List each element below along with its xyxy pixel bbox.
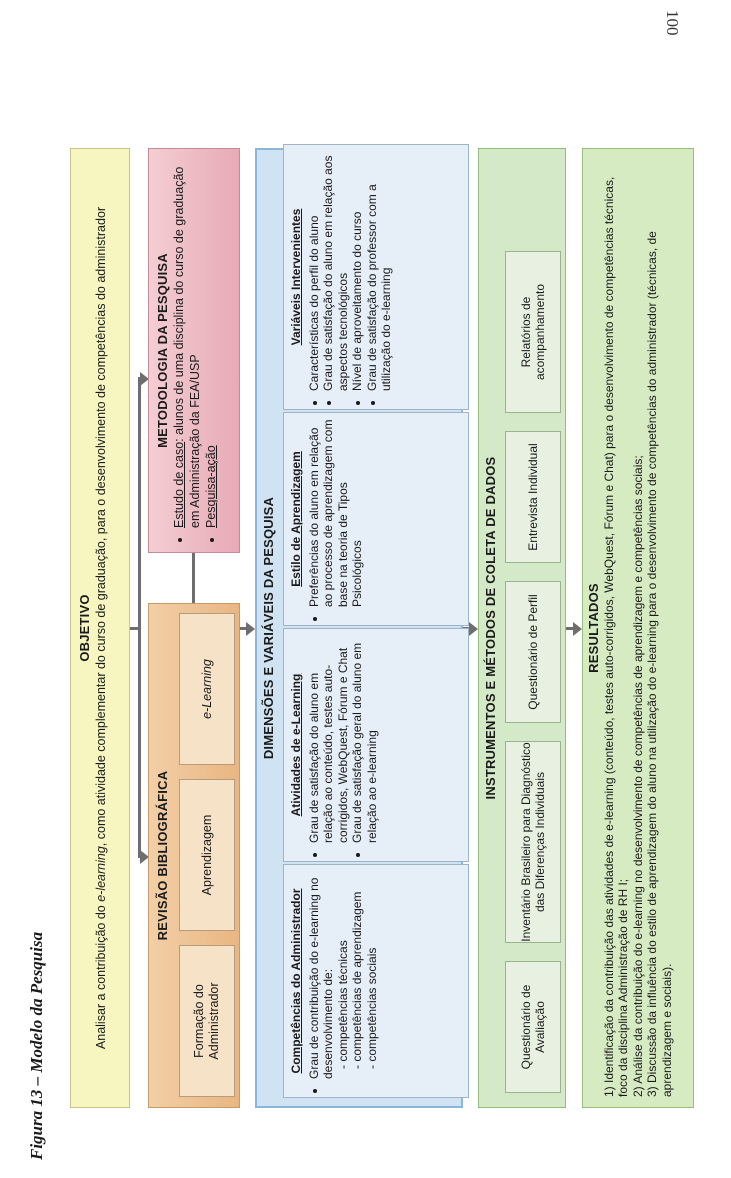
connector-line: [138, 378, 141, 858]
objetivo-title: OBJETIVO: [77, 594, 92, 662]
instrument-item: Inventário Brasileiro para Diagnóstico das Diferenças Individuais: [505, 741, 561, 943]
dimension-column: [283, 628, 469, 862]
metodologia-item: • Pesquisa-ação: [203, 161, 219, 528]
dimension-subitem: - competências técnicas: [335, 940, 350, 1069]
arrow-icon: [246, 622, 255, 636]
revisao-box: [148, 603, 240, 1108]
dimension-column: [283, 864, 469, 1098]
instrumentos-title: INSTRUMENTOS E MÉTODOS DE COLETA DE DADOS: [483, 456, 498, 800]
revisao-item: Aprendizagem: [179, 779, 235, 931]
figure-caption: Figura 13 – Modelo da Pesquisa: [27, 931, 46, 1160]
revisao-item: Formação do Administrador: [179, 945, 235, 1097]
metodologia-title: METODOLOGIA DA PESQUISA: [155, 253, 170, 448]
dimension-title: Estilo de Aprendizagem: [289, 451, 303, 587]
dimensoes-box: [255, 148, 463, 1108]
instrument-item: Relatórios de acompanhamento: [505, 251, 561, 413]
revisao-title: REVISÃO BIBLIOGRÁFICA: [155, 770, 170, 941]
objetivo-text: Analisar a contribuição do e-learning, como atividade complementar do curso de graduação, para o desenvolvimento de competências do administrador: [94, 206, 108, 1050]
objetivo-box: [70, 148, 130, 1108]
metodologia-item: • Estudo de caso: alunos de uma disciplina do curso de graduação em Administração da FEA/USP: [171, 161, 203, 528]
dimension-title: Variáveis Intervenientes: [289, 208, 303, 346]
dimension-bullet: • Grau de satisfação do aluno em relação ao conteúdo, testes auto-corrigidos, WebQuest, Fórum e Chat: [307, 635, 351, 843]
dimension-column: [283, 144, 469, 410]
resultados-title: RESULTADOS: [586, 583, 601, 673]
dimension-bullet: • Nível de aproveitamento do curso: [350, 151, 365, 391]
connector-line: [192, 553, 195, 603]
revisao-item: e-Learning: [179, 613, 235, 765]
resultado-item: 1) Identificação da contribuição das atividades de e-learning (conteúdo, testes auto-corrigidos, WebQuest, Fórum e Chat) para o desenvolvimento de competências técnicas, foco da disciplina Administração de RH I;: [601, 176, 630, 1097]
instrument-item: Questionário de Avaliação: [505, 961, 561, 1093]
dimension-title: Competências do Administrador: [289, 888, 303, 1074]
resultado-item: 2) Análise da contribuição do e-learning no desenvolvimento de competências de aprendizagem e competências sociais;: [630, 455, 645, 1097]
arrow-icon: [573, 622, 582, 636]
instrument-item: Entrevista Individual: [505, 431, 561, 563]
dimension-column: [283, 412, 469, 626]
page-number: 100: [663, 10, 682, 36]
dimension-bullet: • Grau de satisfação geral do aluno em relação ao e-learning: [350, 635, 379, 843]
research-model-diagram: [70, 148, 730, 1108]
dimension-title: Atividades de e-Learning: [289, 673, 303, 817]
dimension-bullet: • Grau de satisfação do professor com a utilização do e-learning: [365, 151, 394, 391]
dimension-bullet: • Preferências do aluno em relação ao processo de aprendizagem com base na teoria de Tipos Psicológicos: [307, 419, 365, 607]
dimension-bullet: • Grau de satisfação do aluno em relação aos aspectos tecnológicos: [321, 151, 350, 391]
dimension-bullet: • Características do perfil do aluno: [307, 151, 322, 391]
resultado-item: 3) Discussão da influência do estilo de aprendizagem do aluno na utilização do e-learning para o desenvolvimento de competências do administrador (técnicas, de aprendizagem e sociais).: [645, 231, 674, 1097]
instrument-item: Questionário de Perfil: [505, 581, 561, 723]
connector-line: [566, 627, 573, 630]
dimension-subitem: - competências de aprendizagem: [350, 891, 364, 1069]
arrow-icon: [469, 622, 478, 636]
dimensoes-title: DIMENSÕES E VARIÁVEIS DA PESQUISA: [261, 496, 276, 760]
dimension-subitem: - competências sociais: [364, 947, 379, 1069]
dimension-bullet: • Grau de contribuição do e-learning no desenvolvimento de:: [307, 871, 336, 1079]
metodologia-box: [148, 148, 240, 553]
resultados-box: [582, 148, 694, 1108]
instrumentos-box: [478, 148, 566, 1108]
